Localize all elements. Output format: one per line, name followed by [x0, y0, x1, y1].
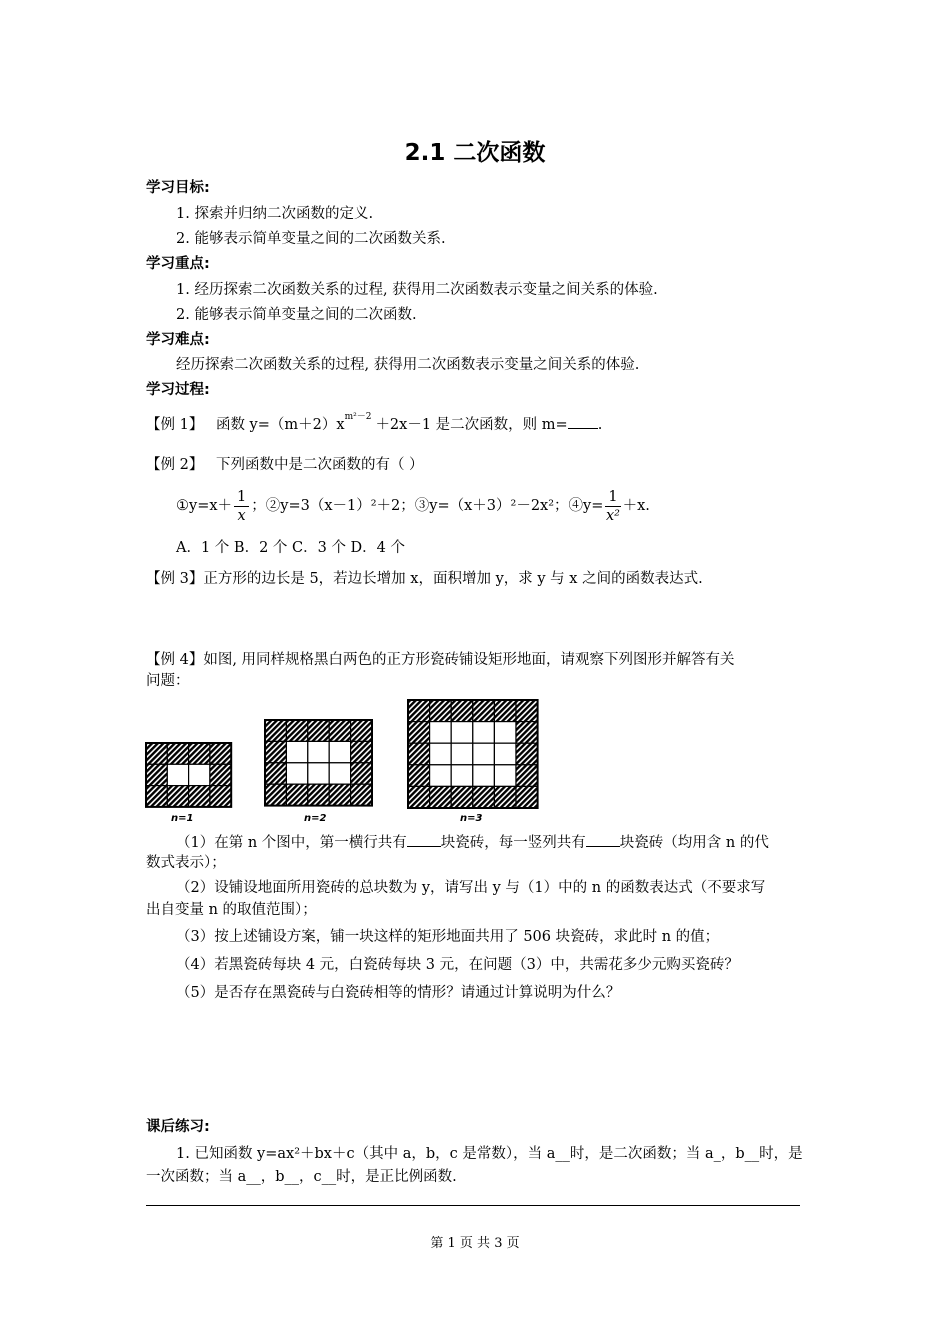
question-1-part-c: 块瓷砖（均用含 n 的代: [619, 835, 769, 851]
black-tile: [451, 700, 473, 722]
white-tile: [329, 763, 350, 784]
white-tile: [494, 743, 516, 765]
black-tile: [473, 700, 495, 722]
black-tile: [451, 786, 473, 808]
black-tile: [189, 786, 210, 807]
black-tile: [494, 700, 516, 722]
white-tile: [286, 741, 307, 762]
homework-line2: 一次函数；当 a__，b__，c__时，是正比例函数.: [146, 1169, 457, 1185]
keypoint-item: 2. 能够表示简单变量之间的二次函数.: [176, 307, 417, 323]
black-tile: [516, 765, 538, 787]
black-tile: [430, 700, 452, 722]
white-tile: [308, 763, 329, 784]
white-tile: [286, 763, 307, 784]
white-tile: [189, 764, 210, 785]
black-tile: [494, 786, 516, 808]
white-tile: [494, 722, 516, 744]
black-tile: [473, 786, 495, 808]
black-tile: [265, 741, 286, 762]
black-tile: [286, 720, 307, 741]
options-middle-text: ；②y=3（x－1）²＋2；③y=（x＋3）²－2x²；④y=: [251, 498, 604, 514]
fraction-2-denominator: x²: [606, 507, 620, 524]
question-4: （4）若黑瓷砖每块 4 元，白瓷砖每块 3 元，在问题（3）中，共需花多少元购买瓷砖？: [176, 957, 739, 973]
homework-heading: 课后练习:: [146, 1119, 210, 1135]
white-tile: [167, 764, 188, 785]
black-tile: [516, 700, 538, 722]
keypoint-item: 1. 经历探索二次函数关系的过程, 获得用二次函数表示变量之间关系的体验.: [176, 282, 658, 298]
black-tile: [430, 786, 452, 808]
black-tile: [265, 720, 286, 741]
white-tile: [308, 741, 329, 762]
black-tile: [516, 743, 538, 765]
question-1-part-a: （1）在第 n 个图中，第一横行共有: [176, 835, 407, 851]
black-tile: [265, 763, 286, 784]
white-tile: [473, 722, 495, 744]
white-tile: [473, 765, 495, 787]
black-tile: [167, 743, 188, 764]
white-tile: [430, 765, 452, 787]
question-1-line2: 数式表示）；: [146, 855, 226, 871]
example-2-choices: A．1 个 B．2 个 C．3 个 D．4 个: [176, 540, 406, 556]
fraction-2-numerator: 1: [605, 488, 620, 507]
black-tile: [210, 743, 231, 764]
black-tile: [308, 720, 329, 741]
footer-divider: [146, 1205, 800, 1206]
difficulties-heading: 学习难点:: [146, 332, 210, 348]
black-tile: [351, 720, 372, 741]
black-tile: [210, 764, 231, 785]
figure-label-n1: n=1: [171, 813, 194, 824]
black-tile: [167, 786, 188, 807]
black-tile: [408, 743, 430, 765]
figure-label-n2: n=2: [304, 813, 327, 824]
black-tile: [308, 784, 329, 805]
example-1-label: 【例 1】: [146, 417, 204, 433]
objective-item: 1. 探索并归纳二次函数的定义.: [176, 206, 374, 222]
objectives-heading: 学习目标:: [146, 180, 210, 196]
black-tile: [189, 743, 210, 764]
white-tile: [494, 765, 516, 787]
objective-item: 2. 能够表示简单变量之间的二次函数关系.: [176, 231, 446, 247]
black-tile: [516, 786, 538, 808]
page-title: 2.1 二次函数: [404, 140, 546, 166]
black-tile: [329, 784, 350, 805]
white-tile: [430, 722, 452, 744]
white-tile: [451, 722, 473, 744]
question-2: （2）设铺设地面所用瓷砖的总块数为 y，请写出 y 与（1）中的 n 的函数表达式（不要求写: [176, 880, 766, 896]
black-tile: [146, 743, 167, 764]
black-tile: [516, 722, 538, 744]
example-2-label: 【例 2】: [146, 457, 204, 473]
answer-blank[interactable]: [407, 832, 441, 847]
example-1-end: .: [597, 417, 603, 433]
homework-line1: 1. 已知函数 y=ax²＋bx＋c（其中 a，b，c 是常数），当 a__时，是二次函数；当 a_，b__时，是: [176, 1146, 803, 1162]
white-tile: [430, 743, 452, 765]
black-tile: [146, 764, 167, 785]
question-3: （3）按上述铺设方案，铺一块这样的矩形地面共用了 506 块瓷砖，求此时 n 的值；: [176, 929, 720, 945]
black-tile: [210, 786, 231, 807]
example-4-line2: 问题：: [146, 673, 190, 689]
process-heading: 学习过程:: [146, 382, 210, 398]
question-2-line2: 出自变量 n 的取值范围）；: [146, 902, 317, 918]
black-tile: [351, 784, 372, 805]
white-tile: [473, 743, 495, 765]
question-1: [176, 832, 769, 853]
black-tile: [408, 722, 430, 744]
question-1-part-b: 块瓷砖，每一竖列共有: [440, 835, 586, 851]
black-tile: [351, 763, 372, 784]
black-tile: [351, 741, 372, 762]
example-1-pre: 函数 y=（m＋2）x: [215, 417, 345, 433]
option-1-text: ①y=x＋: [176, 498, 233, 514]
black-tile: [408, 786, 430, 808]
figure-label-n3: n=3: [460, 813, 483, 824]
black-tile: [286, 784, 307, 805]
white-tile: [329, 741, 350, 762]
black-tile: [408, 700, 430, 722]
page-footer: 第 1 页 共 3 页: [430, 1236, 520, 1251]
black-tile: [265, 784, 286, 805]
fraction-1-numerator: 1: [234, 488, 249, 507]
fraction-1-denominator: x: [237, 507, 246, 524]
answer-blank[interactable]: [586, 832, 620, 847]
black-tile: [146, 786, 167, 807]
difficulties-text: 经历探索二次函数关系的过程, 获得用二次函数表示变量之间关系的体验.: [176, 357, 640, 373]
example-2-text: 下列函数中是二次函数的有（ ）: [215, 457, 424, 473]
black-tile: [329, 720, 350, 741]
example-1-post: ＋2x－1 是二次函数，则 m=: [375, 417, 568, 433]
example-1-exponent: m²－2: [344, 412, 372, 422]
black-tile: [408, 765, 430, 787]
question-5: （5）是否存在黑瓷砖与白瓷砖相等的情形？请通过计算说明为什么？: [176, 985, 621, 1001]
example-3-text: 正方形的边长是 5，若边长增加 x，面积增加 y，求 y 与 x 之间的函数表达式.: [203, 571, 703, 587]
example-4-line1: 如图, 用同样规格黑白两色的正方形瓷砖铺设矩形地面，请观察下列图形并解答有关: [203, 652, 735, 668]
example-4-label: 【例 4】: [146, 652, 204, 668]
white-tile: [451, 743, 473, 765]
keypoints-heading: 学习重点:: [146, 256, 210, 272]
example-3-label: 【例 3】: [146, 571, 204, 587]
option-4-end: ＋x.: [622, 498, 650, 514]
white-tile: [451, 765, 473, 787]
